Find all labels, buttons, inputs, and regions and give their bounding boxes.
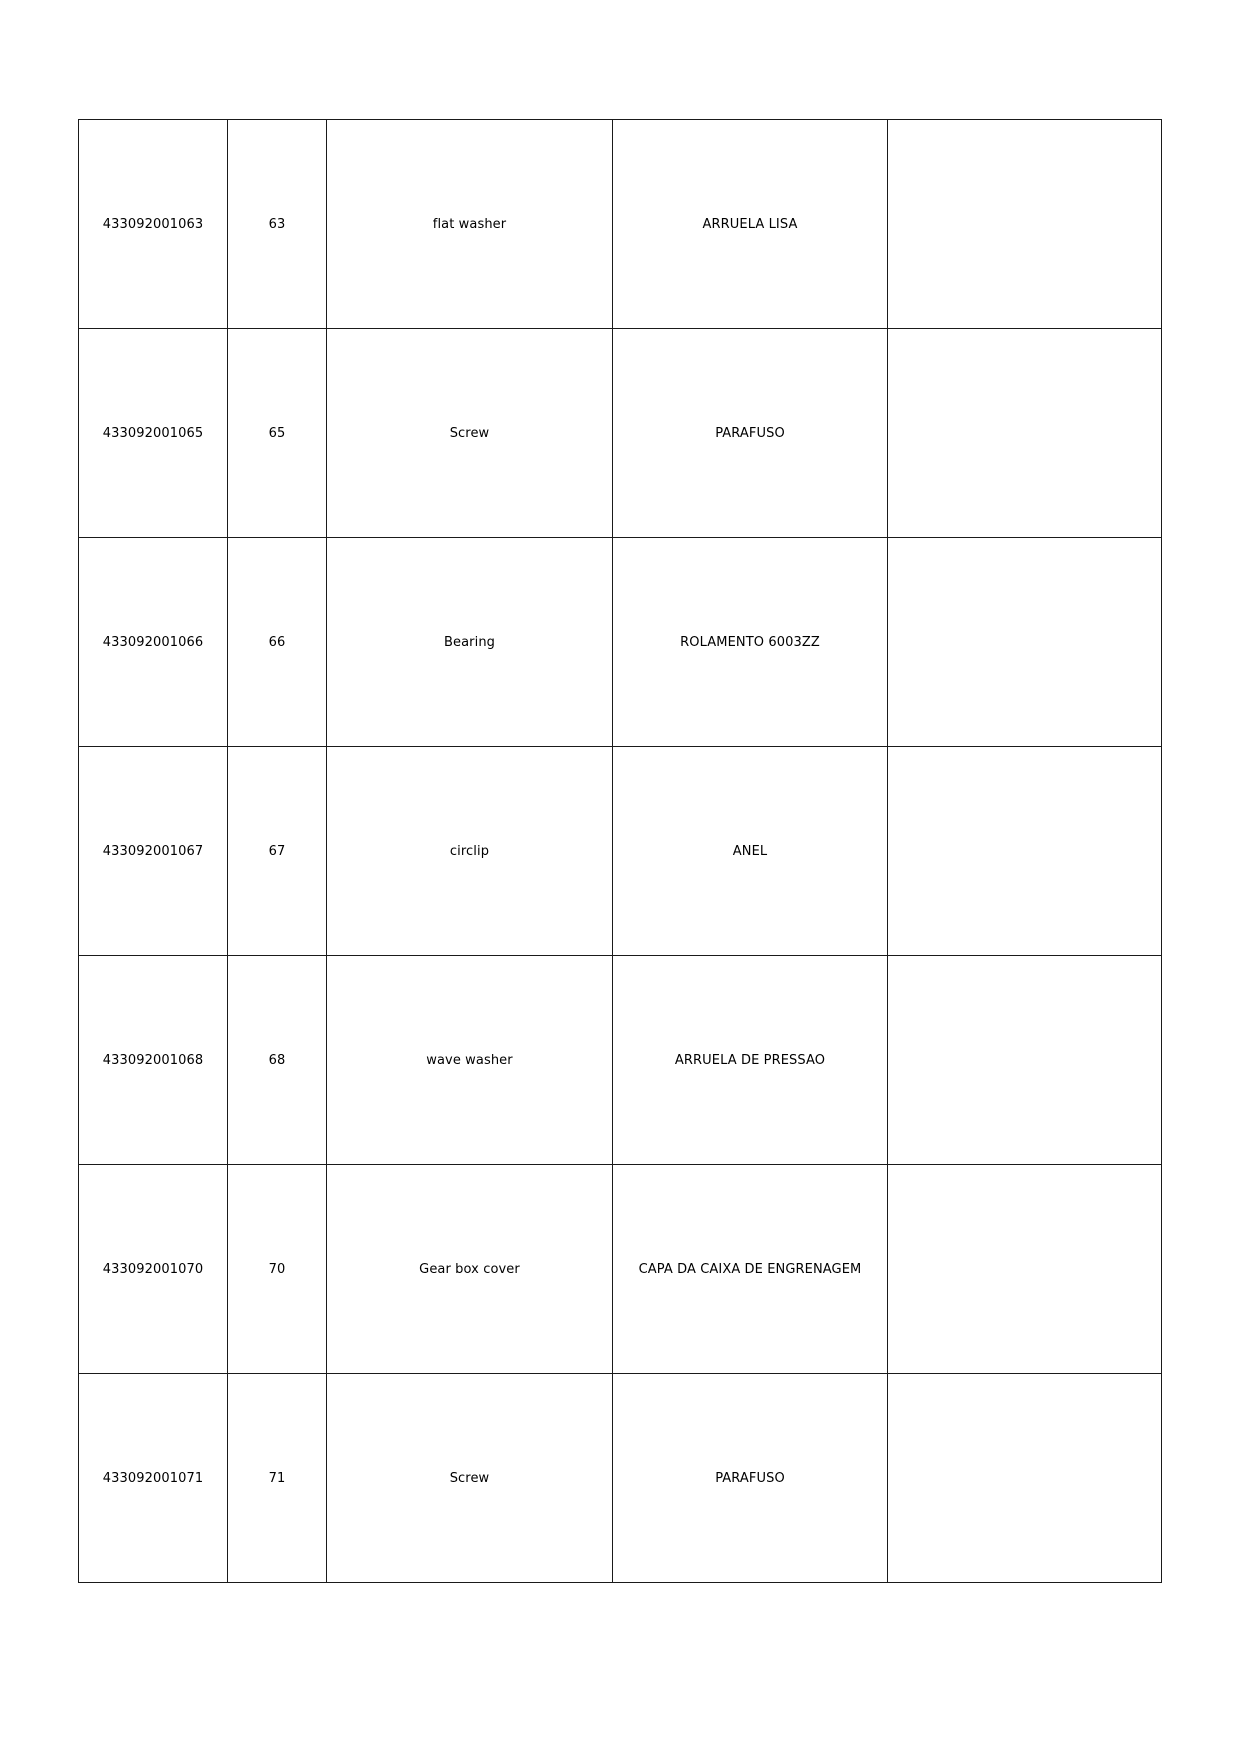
part-code-cell: 433092001070: [79, 1165, 228, 1374]
notes-cell: [888, 1165, 1162, 1374]
position-number-cell: 68: [228, 956, 327, 1165]
portuguese-description-cell: CAPA DA CAIXA DE ENGRENAGEM: [613, 1165, 888, 1374]
part-code-cell: 433092001065: [79, 329, 228, 538]
part-code-cell: 433092001067: [79, 747, 228, 956]
portuguese-description-cell: PARAFUSO: [613, 1374, 888, 1583]
english-description-cell: flat washer: [327, 120, 613, 329]
position-number-cell: 66: [228, 538, 327, 747]
notes-cell: [888, 1374, 1162, 1583]
english-description-cell: Gear box cover: [327, 1165, 613, 1374]
table-row: [79, 329, 1162, 538]
position-number-cell: 65: [228, 329, 327, 538]
part-code-cell: 433092001066: [79, 538, 228, 747]
parts-table: [78, 119, 1162, 1583]
position-number-cell: 70: [228, 1165, 327, 1374]
table-row: [79, 956, 1162, 1165]
position-number-cell: 67: [228, 747, 327, 956]
part-code-cell: 433092001071: [79, 1374, 228, 1583]
notes-cell: [888, 956, 1162, 1165]
portuguese-description-cell: ROLAMENTO 6003ZZ: [613, 538, 888, 747]
english-description-cell: circlip: [327, 747, 613, 956]
portuguese-description-cell: ANEL: [613, 747, 888, 956]
table-row: [79, 1165, 1162, 1374]
portuguese-description-cell: ARRUELA DE PRESSAO: [613, 956, 888, 1165]
english-description-cell: Screw: [327, 329, 613, 538]
table-row: [79, 120, 1162, 329]
english-description-cell: Screw: [327, 1374, 613, 1583]
part-code-cell: 433092001063: [79, 120, 228, 329]
parts-table-body: [79, 120, 1162, 1583]
english-description-cell: wave washer: [327, 956, 613, 1165]
notes-cell: [888, 120, 1162, 329]
table-row: [79, 747, 1162, 956]
table-row: [79, 1374, 1162, 1583]
notes-cell: [888, 329, 1162, 538]
portuguese-description-cell: ARRUELA LISA: [613, 120, 888, 329]
position-number-cell: 71: [228, 1374, 327, 1583]
portuguese-description-cell: PARAFUSO: [613, 329, 888, 538]
part-code-cell: 433092001068: [79, 956, 228, 1165]
notes-cell: [888, 538, 1162, 747]
notes-cell: [888, 747, 1162, 956]
position-number-cell: 63: [228, 120, 327, 329]
english-description-cell: Bearing: [327, 538, 613, 747]
table-row: [79, 538, 1162, 747]
